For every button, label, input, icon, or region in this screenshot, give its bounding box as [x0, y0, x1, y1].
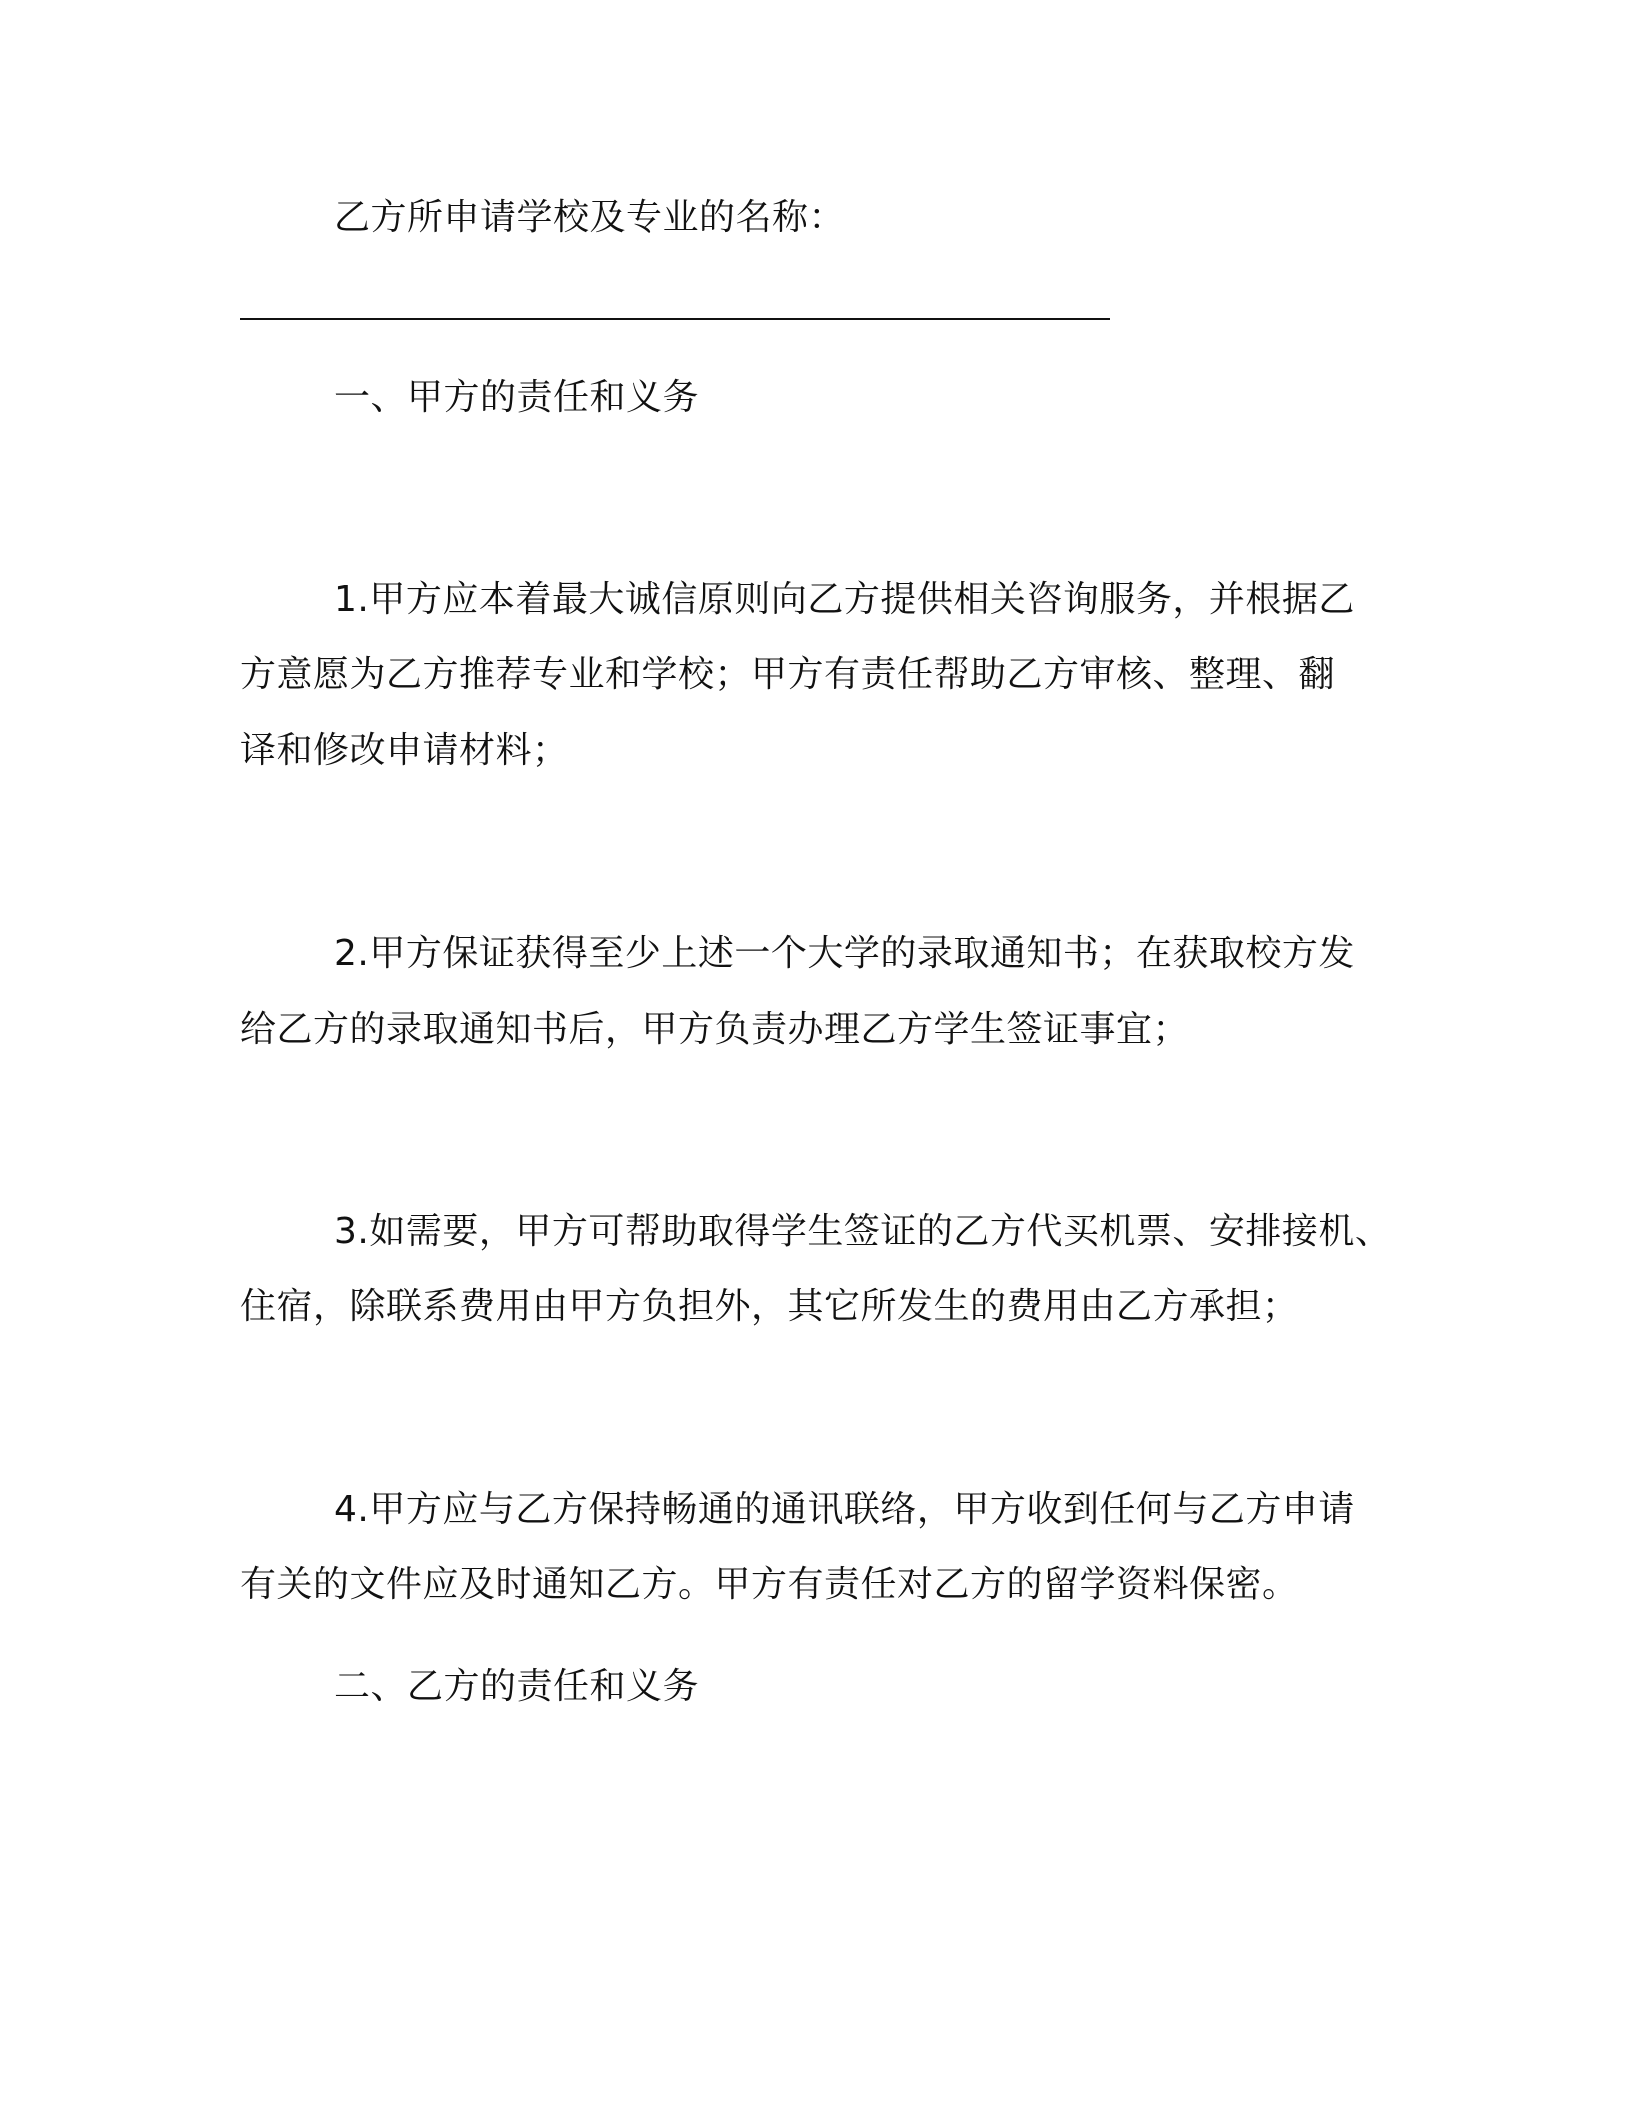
section2-title: 二、乙方的责任和义务 [334, 1666, 700, 1707]
item4-line1: 4.甲方应与乙方保持畅通的通讯联络，甲方收到任何与乙方申请 [334, 1489, 1355, 1530]
item4-line2: 有关的文件应及时通知乙方。甲方有责任对乙方的留学资料保密。 [240, 1564, 1299, 1605]
item2-line1: 2.甲方保证获得至少上述一个大学的录取通知书；在获取校方发 [334, 933, 1355, 974]
item3-line2: 住宿，除联系费用由甲方负担外，其它所发生的费用由乙方承担； [240, 1286, 1299, 1327]
item3-line1: 3.如需要，甲方可帮助取得学生签证的乙方代买机票、安排接机、 [334, 1211, 1392, 1252]
item1-line1: 1.甲方应本着最大诚信原则向乙方提供相关咨询服务，并根据乙 [334, 579, 1355, 620]
fill-in-underline [240, 318, 1110, 320]
item1-line3: 译和修改申请材料； [240, 730, 569, 771]
school-major-label: 乙方所申请学校及专业的名称： [334, 197, 846, 238]
item1-line2: 方意愿为乙方推荐专业和学校；甲方有责任帮助乙方审核、整理、翻 [240, 654, 1336, 695]
item2-line2: 给乙方的录取通知书后，甲方负责办理乙方学生签证事宜； [240, 1009, 1190, 1050]
section1-title: 一、甲方的责任和义务 [334, 377, 700, 418]
